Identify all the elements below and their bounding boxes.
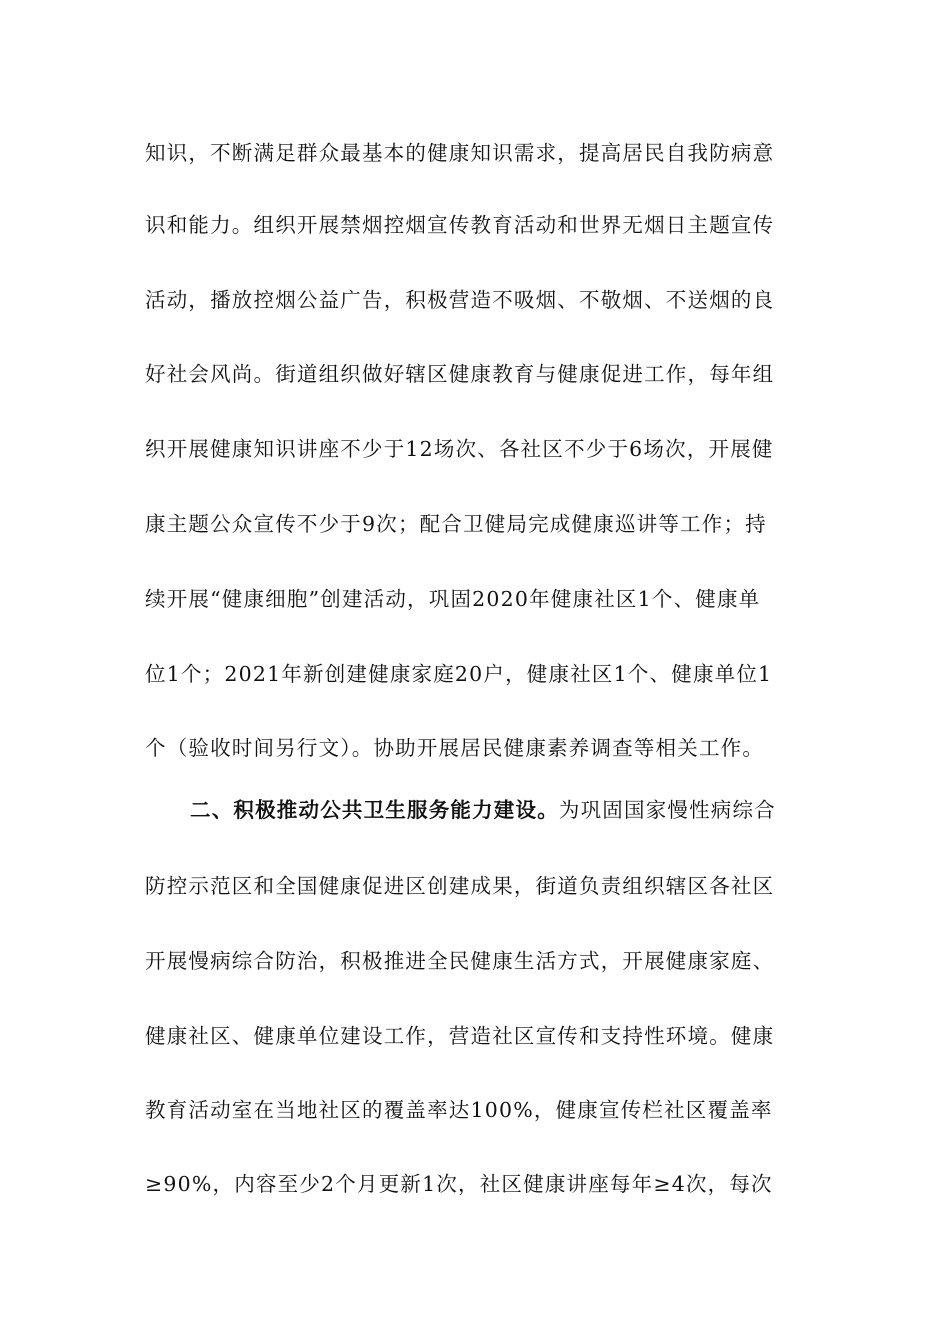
paragraph-line: 开展慢病综合防治，积极推进全民健康生活方式，开展健康家庭、 bbox=[145, 949, 775, 973]
paragraph-line: 续开展“健康细胞”创建活动，巩固2020年健康社区1个、健康单 bbox=[145, 587, 761, 611]
paragraph-line: ≥90%，内容至少2个月更新1次，社区健康讲座每年≥4次，每次 bbox=[145, 1172, 773, 1196]
paragraph-line: 健康社区、健康单位建设工作，营造社区宣传和支持性环境。健康 bbox=[145, 1024, 775, 1048]
paragraph-line: 防控示范区和全国健康促进区创建成果，街道负责组织辖区各社区 bbox=[145, 874, 775, 898]
paragraph-line: 个（验收时间另行文）。协助开展居民健康素养调查等相关工作。 bbox=[145, 736, 765, 760]
paragraph-line: 好社会风尚。街道组织做好辖区健康教育与健康促进工作，每年组 bbox=[145, 362, 775, 386]
section-heading: 二、积极推动公共卫生服务能力建设。 bbox=[190, 798, 559, 822]
paragraph-line: 位1个；2021年新创建健康家庭20户，健康社区1个、健康单位1 bbox=[145, 662, 773, 686]
section-heading-continuation: 为巩固国家慢性病综合 bbox=[558, 798, 776, 822]
paragraph-line: 识和能力。组织开展禁烟控烟宣传教育活动和世界无烟日主题宣传 bbox=[145, 213, 775, 237]
paragraph-line: 知识，不断满足群众最基本的健康知识需求，提高居民自我防病意 bbox=[145, 141, 775, 165]
paragraph-line: 活动，播放控烟公益广告，积极营造不吸烟、不敬烟、不送烟的良 bbox=[145, 288, 775, 312]
section-heading-line bbox=[190, 795, 805, 825]
paragraph-line: 康主题公众宣传不少于9次；配合卫健局完成健康巡讲等工作；持 bbox=[145, 512, 767, 536]
paragraph-line: 教育活动室在当地社区的覆盖率达100%，健康宣传栏社区覆盖率 bbox=[145, 1098, 773, 1122]
paragraph-line: 织开展健康知识讲座不少于12场次、各社区不少于6场次，开展健 bbox=[145, 437, 774, 461]
